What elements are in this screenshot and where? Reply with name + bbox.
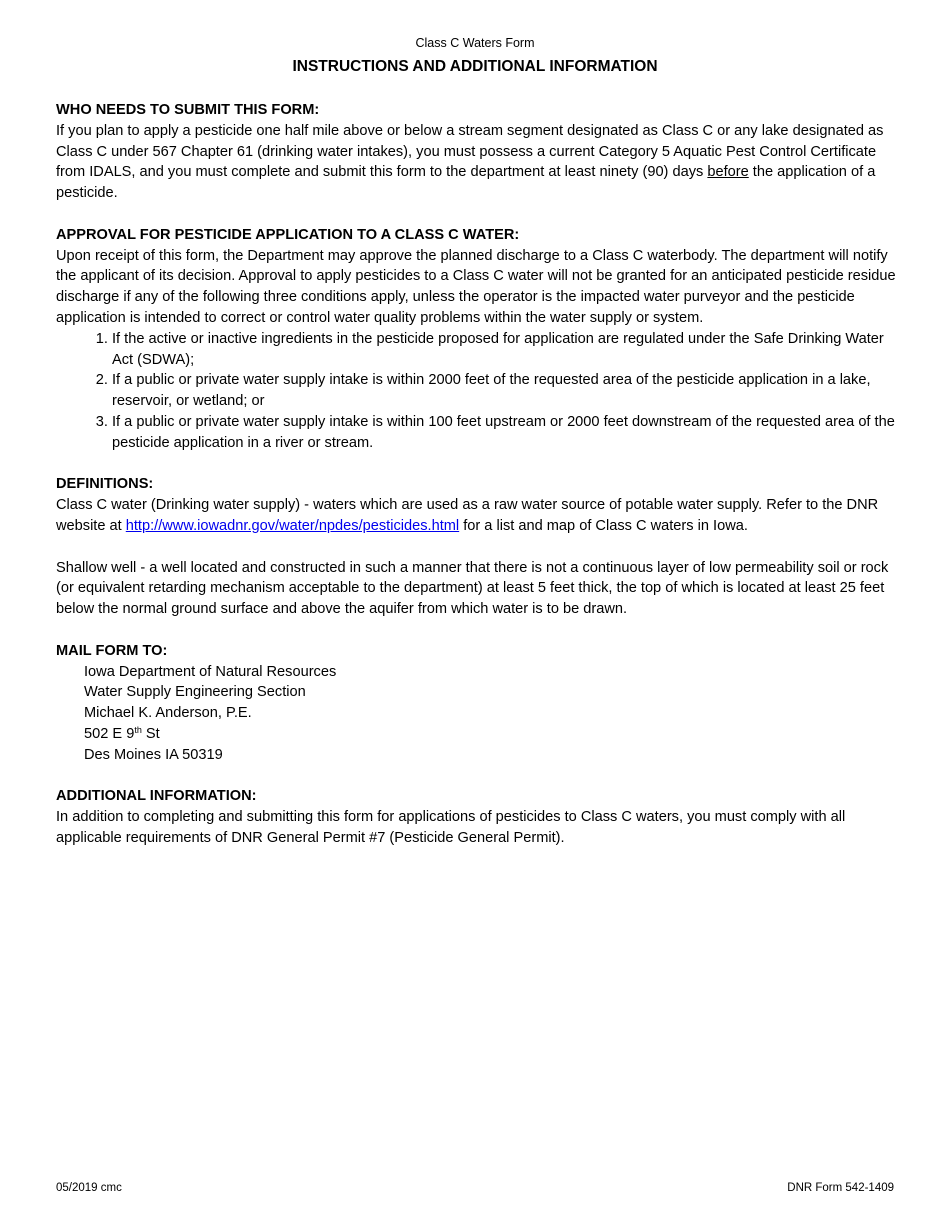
- definitions-section: [56, 474, 898, 620]
- street-ordinal: th: [134, 724, 142, 735]
- street-number: 502 E 9: [84, 725, 135, 742]
- who-needs-before-emphasis: before: [707, 164, 749, 181]
- mail-section: [56, 641, 898, 766]
- address-line-street: [84, 724, 898, 745]
- address-line-contact: Michael K. Anderson, P.E.: [84, 705, 252, 722]
- address-line-section: Water Supply Engineering Section: [84, 684, 306, 701]
- footer-date: 05/2019 cmc: [56, 1182, 122, 1194]
- approval-heading: APPROVAL FOR PESTICIDE APPLICATION TO A CLASS C WATER:: [56, 226, 520, 243]
- who-needs-text-part1: If you plan to apply a pesticide one half mile above or below a stream segment designated as Class C or any lake designated as Class C under 567 Chapter 61 (drinking water intakes), you must possess a current Category 5 Aquatic Pest Control Certificate from IDALS, and you must complete and submit this form to the department at least ninety (90) days: [56, 122, 884, 181]
- class-c-text-part1: Class C water (Drinking water supply) - waters which are used as a raw water source of potable water supply. Refer to the DNR website at: [56, 497, 879, 534]
- page-title: INSTRUCTIONS AND ADDITIONAL INFORMATION: [292, 58, 658, 75]
- street-suffix: St: [141, 725, 160, 742]
- definitions-heading: DEFINITIONS:: [56, 476, 154, 493]
- class-c-text-part2: for a list and map of Class C waters in Iowa.: [459, 517, 748, 534]
- additional-info-text: In addition to completing and submitting this form for applications of pesticides to Class C waters, you must comply with all applicable requirements of DNR General Permit #7 (Pesticide General Permit).: [56, 809, 846, 846]
- class-c-definition: [56, 495, 898, 537]
- form-name: Class C Waters Form: [415, 36, 535, 50]
- who-needs-text-part2: the application of a pesticide.: [56, 164, 876, 202]
- condition-item-1: 1. If the active or inactive ingredients in the pesticide proposed for application are regulated under the Safe Drinking Water Act (SDWA);: [112, 329, 898, 371]
- mail-heading: MAIL FORM TO:: [56, 642, 168, 659]
- condition-item-2: 2. If a public or private water supply intake is within 2000 feet of the requested area of the pesticide application in a lake, reservoir, or wetland; or: [112, 370, 898, 412]
- who-needs-text: [56, 121, 898, 204]
- approval-section: [56, 225, 898, 454]
- additional-info-heading: ADDITIONAL INFORMATION:: [56, 788, 257, 805]
- additional-info-section: [56, 786, 898, 848]
- condition-item-3: 3. If a public or private water supply intake is within 100 feet upstream or 2000 feet downstream of the requested area of the pesticide application in a river or stream.: [112, 412, 898, 454]
- address-line-city: Des Moines IA 50319: [84, 746, 223, 763]
- dnr-pesticides-link[interactable]: http://www.iowadnr.gov/water/npdes/pesticides.html: [125, 517, 460, 534]
- document-body: [56, 100, 898, 869]
- who-needs-section: [56, 100, 898, 204]
- shallow-well-definition: Shallow well - a well located and constructed in such a manner that there is not a continuous layer of low permeability soil or rock (or equivalent retarding mechanism acceptable to the department) at least 5 feet thick, the top of which is located at least 25 feet below the normal ground surface and above the aquifer from which water is to be drawn.: [56, 559, 889, 618]
- mailing-address: [56, 662, 898, 766]
- approval-conditions-list: [56, 329, 898, 454]
- approval-text: Upon receipt of this form, the Department may approve the planned discharge to a Class C waterbody. The department will notify the applicant of its decision. Approval to apply pesticides to a Class C water will not be granted for an anticipated pesticide residue discharge if any of the following three conditions apply, unless the operator is the impacted water purveyor and the pesticide application is intended to correct or control water quality problems within the water supply or system.: [56, 247, 896, 326]
- address-line-organization: Iowa Department of Natural Resources: [84, 663, 337, 680]
- document-page: [56, 0, 898, 1230]
- who-needs-heading: WHO NEEDS TO SUBMIT THIS FORM:: [56, 102, 320, 118]
- footer-form-number: DNR Form 542-1409: [787, 1182, 894, 1194]
